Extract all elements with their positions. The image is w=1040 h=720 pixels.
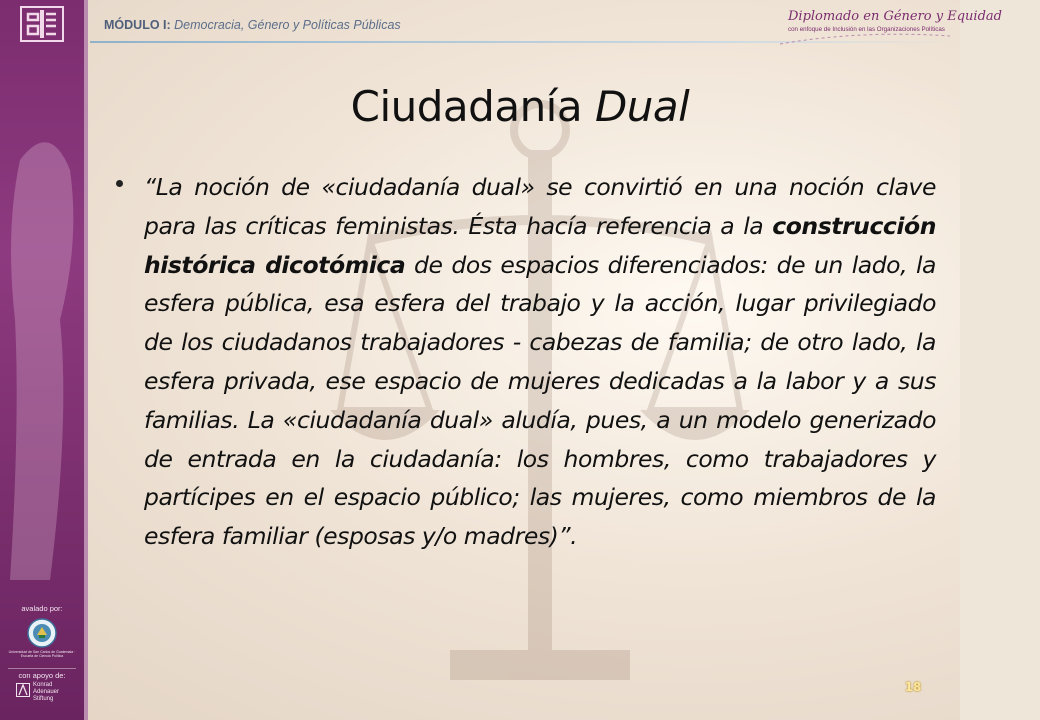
slide-title-italic: Dual [594,82,690,131]
program-logo-subtitle: con enfoque de Inclusión en las Organizaciones Políticas [788,26,945,33]
kas-name [33,682,83,703]
support-label: con apoyo de: [8,668,76,680]
quote-text-start: “La noción de «ciudadanía dual» se convirtió en una noción clave para las críticas feministas. Ésta hacía referencia a la [144,173,936,240]
university-seal-icon [27,618,57,648]
endorsed-by-label: avalado por: [21,604,63,613]
module-header [104,18,401,32]
kas-line: Adenauer [33,689,60,695]
page-number: 18 [904,680,922,694]
quote-text-end: de dos espacios diferenciados: de un lado, la esfera pública, esa esfera del trabajo y la acción, lugar privilegiado de los ciudadanos trabajadores - cabezas de familia; de otro lado, la esfera privada, ese espacio de mujeres dedicadas a la labor y a sus familias. La «ciudadanía dual» aludía, pues, a un modelo generizado de entrada en la ciudadanía: los hombres, como trabajadores y partícipes en el espacio público; las mujeres, como miembros de la esfera familiar (esposas y/o madres)”. [144,250,936,551]
slide-title [0,82,1040,131]
silhouette-figure [0,120,84,580]
module-logo-icon [20,6,64,42]
quote-paragraph [144,168,936,556]
program-logo-title: Diplomado en Género y Equidad [788,9,1002,24]
kas-line: Stiftung [33,696,54,702]
kas-line: Konrad [33,682,53,688]
kas-logo-icon [16,683,30,697]
module-prefix: MÓDULO I: [104,18,171,32]
module-subtitle: Democracia, Género y Políticas Públicas [174,18,401,32]
program-logo [780,4,1002,48]
slide-title-regular: Ciudadanía [350,82,595,131]
quote-text-bold: construcción histórica dicotómica [144,211,936,279]
university-caption: Universidad de San Carlos de Guatemala · Escuela de Ciencia Política [8,650,76,658]
bullet-point [116,180,123,187]
